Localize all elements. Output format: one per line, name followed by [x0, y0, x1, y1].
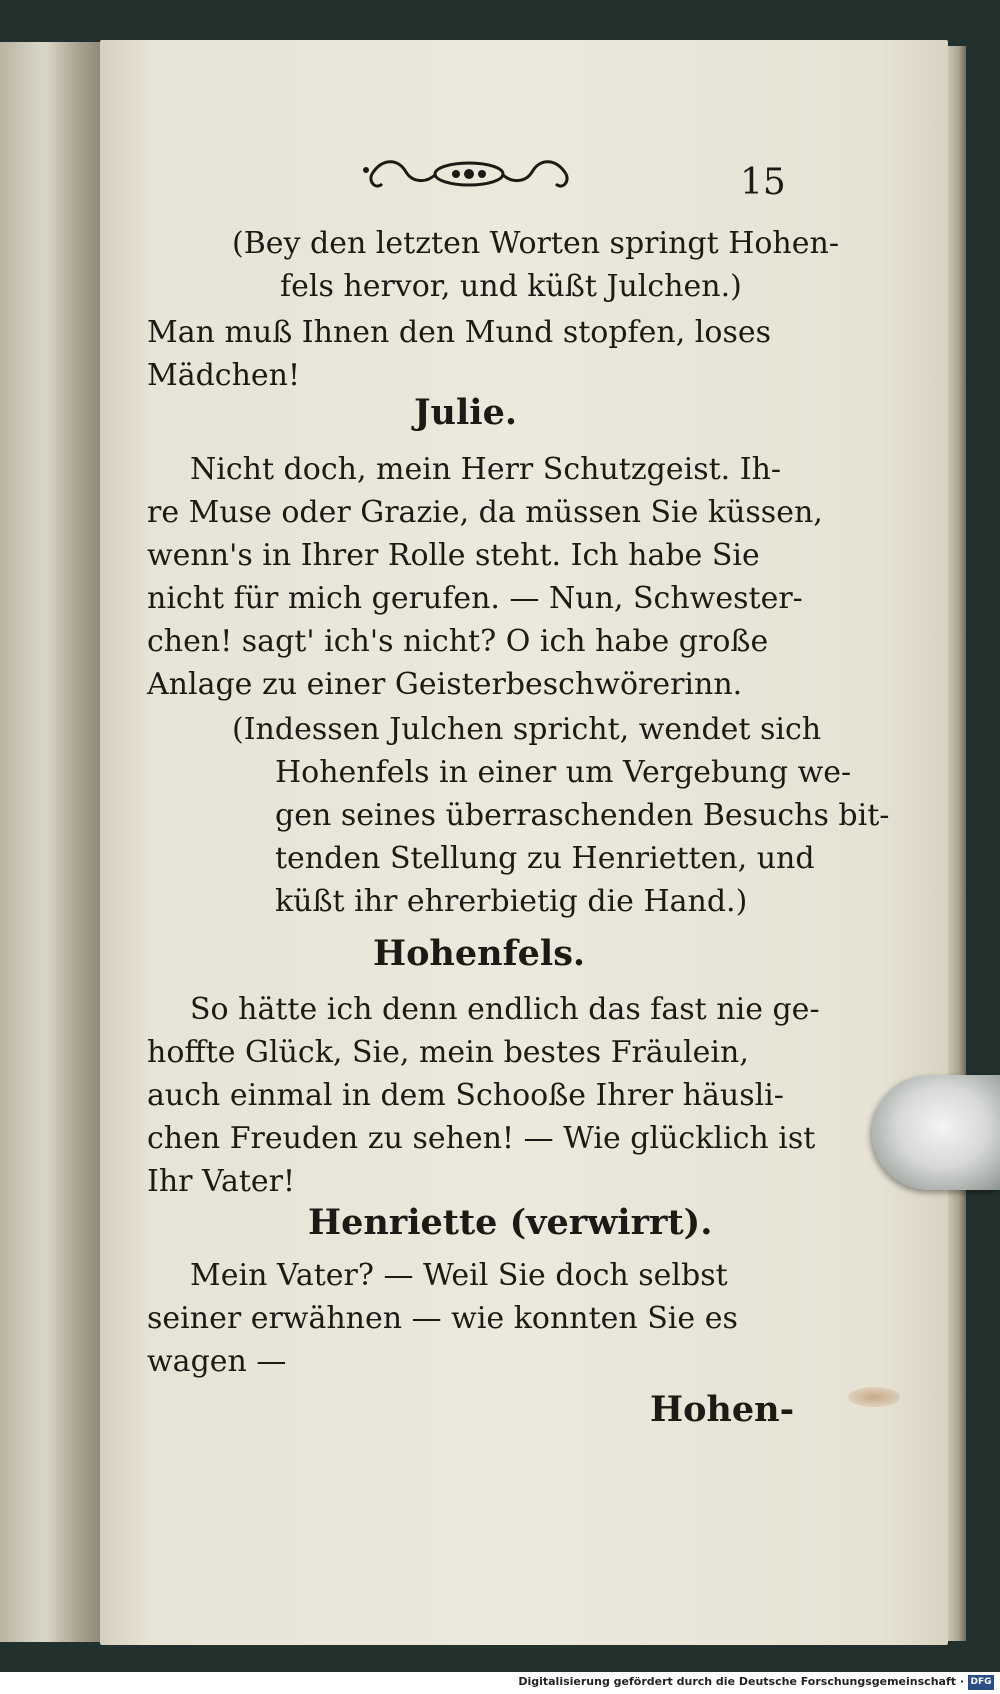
text-line-21: chen Freuden zu sehen! — Wie glücklich ist: [147, 1121, 816, 1156]
page-clip: [872, 1075, 1000, 1190]
text-line-20: auch einmal in dem Schooße Ihrer häusli-: [147, 1078, 784, 1113]
text-line-7: re Muse oder Grazie, da müssen Sie küssen,: [147, 495, 823, 530]
text-line-4: Mädchen!: [147, 358, 301, 393]
stage-direction-line-3: gen seines überraschenden Besuchs bit-: [275, 798, 890, 833]
text-line-19: hoffte Glück, Sie, mein bestes Fräulein,: [147, 1035, 749, 1070]
text-line-18: So hätte ich denn endlich das fast nie ge-: [190, 992, 820, 1027]
text-line-6: Nicht doch, mein Herr Schutzgeist. Ih-: [190, 452, 782, 487]
speaker-heading-hohenfels: Hohenfels.: [373, 933, 586, 974]
text-line-26: wagen —: [147, 1344, 287, 1379]
text-line-25: seiner erwähnen — wie konnten Sie es: [147, 1301, 738, 1336]
footer-credit: Digitalisierung gefördert durch die Deutsche Forschungsgemeinschaft ·: [518, 1675, 964, 1688]
text-line-8: wenn's in Ihrer Rolle steht. Ich habe Sie: [147, 538, 760, 573]
text-line-2: fels hervor, und küßt Julchen.): [280, 269, 742, 304]
stage-direction-line-1: (Indessen Julchen spricht, wendet sich: [232, 712, 822, 747]
text-line-9: nicht für mich gerufen. — Nun, Schwester-: [147, 581, 803, 616]
text-line-10: chen! sagt' ich's nicht? O ich habe große: [147, 624, 769, 659]
page-edge: [948, 46, 966, 1641]
speaker-heading-julie: Julie.: [414, 392, 518, 433]
text-line-11: Anlage zu einer Geisterbeschwörerinn.: [147, 667, 743, 702]
speaker-heading-henriette: Henriette (verwirrt).: [308, 1202, 713, 1243]
text-line-3: Man muß Ihnen den Mund stopfen, loses: [147, 315, 771, 350]
stage-direction-line-2: Hohenfels in einer um Vergebung we-: [275, 755, 852, 790]
ornament-icon: [362, 150, 576, 198]
page-number: 15: [740, 162, 786, 203]
dfg-logo: DFG: [968, 1675, 994, 1690]
text-line-1: (Bey den letzten Worten springt Hohen-: [232, 226, 839, 261]
stage-direction-line-4: tenden Stellung zu Henrietten, und: [275, 841, 815, 876]
book-gutter: [48, 42, 100, 1642]
page-stain: [848, 1387, 900, 1407]
text-line-22: Ihr Vater!: [147, 1164, 296, 1199]
text-line-24: Mein Vater? — Weil Sie doch selbst: [190, 1258, 728, 1293]
footer-bar: [0, 1672, 1000, 1694]
catchword: Hohen-: [650, 1389, 795, 1430]
stage-direction-line-5: küßt ihr ehrerbietig die Hand.): [275, 884, 748, 919]
